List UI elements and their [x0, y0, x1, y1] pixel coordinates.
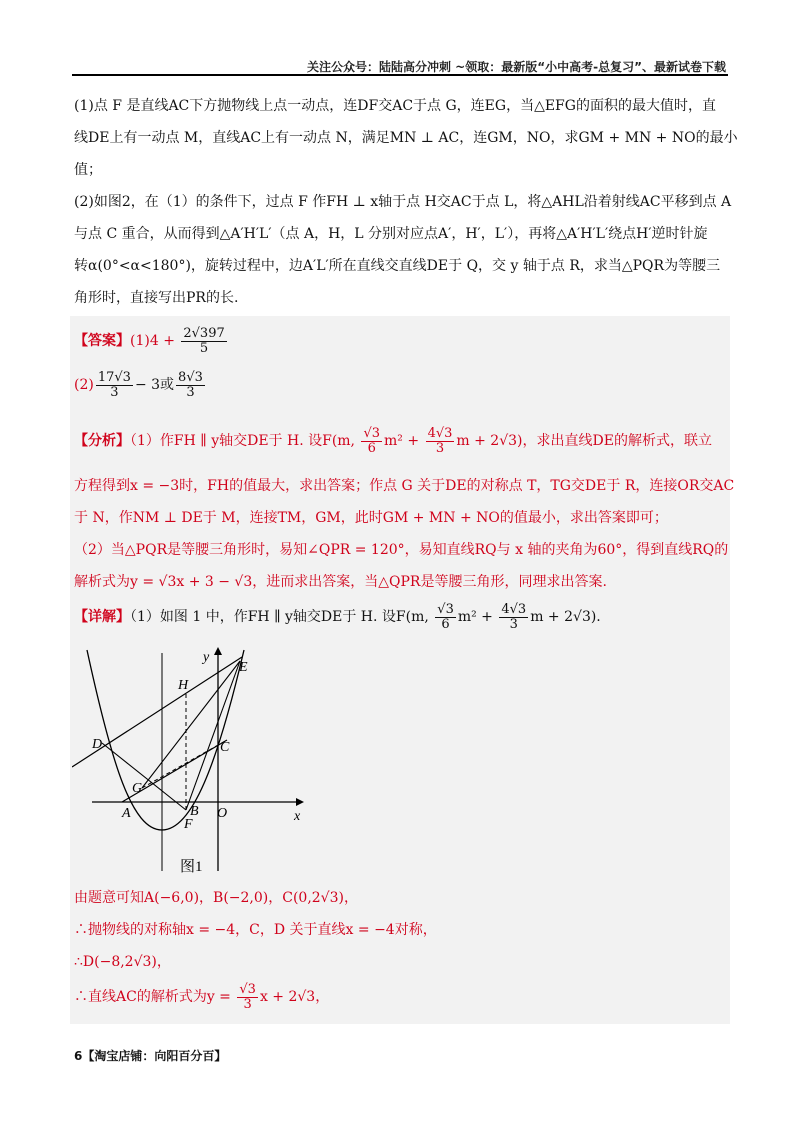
- analysis-line-5: 解析式为y = √3x + 3 − √3，进而求出答案，当△QPR是等腰三角形，同理求出答案.: [74, 574, 607, 590]
- label-g: G: [132, 781, 143, 796]
- analysis-line-4: （2）当△PQR是等腰三角形时，易知∠QPR = 120°，易知直线RQ与 x 轴的夹角为60°，得到直线RQ的: [74, 542, 729, 558]
- detail-1b: m² +: [457, 609, 498, 625]
- figure-caption: 图1: [180, 859, 203, 875]
- answer-2-num-b: 8√3: [178, 369, 203, 385]
- detail-line-5: [74, 980, 734, 1014]
- problem-line-1: (1)点 F 是直线AC下方抛物线上点一动点，连DF交AC于点 G，连EG，当△EFG的面积的最大值时，直: [74, 98, 716, 114]
- problem-line-2: 线DE上有一动点 M，直线AC上有一动点 N，满足MN ⊥ AC，连GM，NO，求GM + MN + NO的最小: [74, 130, 738, 146]
- page-header: 关注公众号：陆陆高分冲刺 ~领取：最新版“小中高考-总复习”、最新试卷下载: [307, 60, 726, 74]
- answer-2-mid: − 3或: [134, 377, 175, 393]
- analysis-frac-2: [426, 427, 455, 456]
- answer-tag: 【答案】: [74, 333, 130, 349]
- line-df: [102, 743, 186, 810]
- detail-1a: （1）如图 1 中，作FH ∥ y轴交DE于 H. 设F(m,: [130, 609, 434, 625]
- problem-line-3: 值；: [74, 162, 102, 178]
- answer-2-den-b: 3: [186, 384, 195, 400]
- answer-1-num: 2√397: [183, 325, 225, 341]
- answer-1-den: 5: [199, 340, 209, 356]
- header-divider: [72, 74, 728, 76]
- detail-den-1: 6: [441, 616, 450, 632]
- label-f: F: [184, 817, 193, 832]
- label-d: D: [92, 737, 103, 752]
- answer-2-den-a: 3: [110, 384, 119, 400]
- detail-line-1: [74, 600, 734, 634]
- problem-line-6: 转α(0°<α<180°)，旋转过程中，边A′L′所在直线交直线DE于 Q，交 y 轴于点 R，求当△PQR为等腰三: [74, 258, 721, 274]
- label-b: B: [190, 804, 199, 819]
- detail-tag: 【详解】: [74, 609, 130, 625]
- detail-line-2: 由题意可知A(−6,0)，B(−2,0)，C(0,2√3)，: [74, 890, 358, 906]
- answer-2-fraction-b: [176, 371, 205, 400]
- detail-1c: m + 2√3).: [530, 609, 601, 625]
- analysis-frac-1: [361, 427, 382, 456]
- detail-line-4: ∴D(−8,2√3)，: [74, 954, 171, 970]
- detail-num-1: √3: [437, 601, 454, 617]
- answer-line-1: [74, 324, 734, 358]
- problem-line-5: 与点 C 重合，从而得到△A′H′L′（点 A，H，L 分别对应点A′，H′，L′），再将△A′H′L′绕点H′逆时针旋: [74, 226, 708, 242]
- detail-line-3: ∴抛物线的对称轴x = −4，C，D 关于直线x = −4对称，: [74, 922, 437, 938]
- detail-den-2: 3: [509, 616, 518, 632]
- analysis-den-2: 3: [435, 440, 445, 456]
- detail-5b: x + 2√3，: [259, 989, 330, 1005]
- analysis-tag: 【分析】: [74, 433, 130, 449]
- answer-1-fraction: [181, 327, 226, 356]
- label-x: x: [294, 809, 301, 824]
- label-c: C: [220, 740, 230, 755]
- analysis-num-2: 4√3: [427, 425, 453, 441]
- x-axis-arrow: [296, 798, 304, 806]
- figure-1: [72, 645, 312, 880]
- answer-2-fraction-a: [96, 371, 133, 400]
- y-axis-arrow: [214, 647, 222, 655]
- answer-2-prefix: (2): [74, 377, 94, 393]
- problem-line-7: 角形时，直接写出PR的长.: [74, 290, 239, 306]
- line-ef: [186, 661, 240, 810]
- label-y: y: [203, 650, 210, 665]
- analysis-1a: （1）作FH ∥ y轴交DE于 H. 设F(m,: [130, 433, 360, 449]
- analysis-line-3: 于 N，作NM ⊥ DE于 M，连接TM，GM，此时GM + MN + NO的值最小，求出答案即可；: [74, 510, 668, 526]
- detail-5a: ∴直线AC的解析式为y =: [74, 989, 236, 1005]
- problem-line-4: (2)如图2，在（1）的条件下，过点 F 作FH ⊥ x轴于点 H交AC于点 L，将△AHL沿着射线AC平移到点 A: [74, 194, 732, 210]
- analysis-line-2: 方程得到x = −3时，FH的值最大，求出答案；作点 G 关于DE的对称点 T，TG交DE于 R，连接OR交AC: [74, 478, 735, 494]
- label-a: A: [122, 806, 131, 821]
- analysis-num-1: √3: [363, 425, 381, 441]
- detail-frac-5: [237, 983, 258, 1012]
- label-e: E: [239, 660, 248, 675]
- detail-frac-2: [499, 603, 528, 632]
- answer-2-num-a: 17√3: [97, 369, 131, 385]
- line-eg: [142, 661, 240, 788]
- answer-line-2: [74, 368, 734, 402]
- label-h: H: [178, 678, 189, 693]
- answer-1-prefix: (1)4 +: [130, 333, 180, 349]
- analysis-1c: m + 2√3)，求出直线DE的解析式，联立: [456, 433, 712, 449]
- detail-den-5: 3: [243, 996, 252, 1012]
- analysis-den-1: 6: [367, 440, 376, 456]
- analysis-1b: m² +: [384, 433, 424, 449]
- detail-num-2: 4√3: [501, 601, 527, 617]
- analysis-line-1: [74, 424, 734, 458]
- detail-frac-1: [435, 603, 456, 632]
- label-o: O: [217, 806, 228, 821]
- page-footer: 6【淘宝店铺：向阳百分百】: [74, 1049, 227, 1063]
- detail-num-5: √3: [239, 981, 256, 997]
